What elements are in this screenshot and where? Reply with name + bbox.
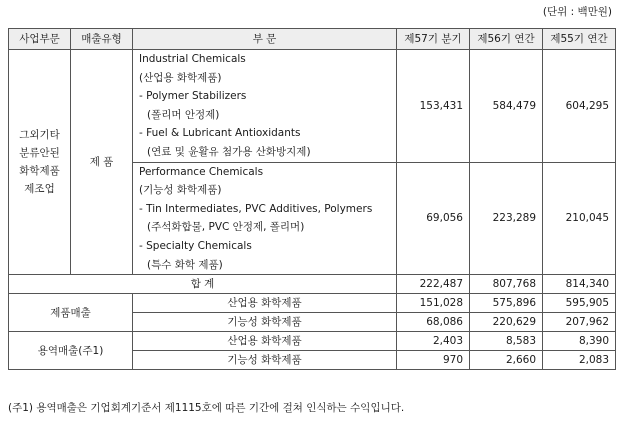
value-cell: 223,289: [470, 162, 543, 275]
value-cell: 814,340: [543, 275, 616, 294]
footnote: (주1) 용역매출은 기업회계기준서 제1115호에 따른 기간에 걸쳐 인식하는 수익입니다.: [8, 402, 405, 414]
unit-label: (단위 : 백만원): [542, 6, 612, 18]
value-cell: 222,487: [397, 275, 470, 294]
service-sales-label: 용역매출(주1): [9, 332, 133, 370]
value-cell: 151,028: [397, 294, 470, 313]
value-cell: 2,403: [397, 332, 470, 351]
header-row: [9, 29, 616, 50]
product-sales-label: 제품매출: [9, 294, 133, 332]
header-q57: 제57기 분기: [397, 29, 470, 50]
value-cell: 8,583: [470, 332, 543, 351]
value-cell: 807,768: [470, 275, 543, 294]
row-name: 기능성 화학제품: [133, 313, 397, 332]
row-name: 산업용 화학제품: [133, 294, 397, 313]
table-row: [9, 332, 616, 351]
value-cell: 970: [397, 351, 470, 370]
row-name: 산업용 화학제품: [133, 332, 397, 351]
value-cell: 210,045: [543, 162, 616, 275]
product-desc-industrial: Industrial Chemicals (산업용 화학제품) - Polymer Stabilizers (폴리머 안정제) - Fuel & Lubricant Antioxidants (연료 및 윤활유 첨가용 산화방지제): [133, 50, 397, 163]
value-cell: 595,905: [543, 294, 616, 313]
header-segment: 사업부문: [9, 29, 71, 50]
header-sales-type: 매출유형: [71, 29, 133, 50]
row-name: 기능성 화학제품: [133, 351, 397, 370]
value-cell: 220,629: [470, 313, 543, 332]
value-cell: 2,083: [543, 351, 616, 370]
value-cell: 68,086: [397, 313, 470, 332]
sales-type-cell: 제 품: [71, 50, 133, 275]
table-row: [9, 50, 616, 163]
value-cell: 575,896: [470, 294, 543, 313]
value-cell: 604,295: [543, 50, 616, 163]
total-row: [9, 275, 616, 294]
segment-cell: 그외기타 분류안된 화학제품 제조업: [9, 50, 71, 275]
header-y56: 제56기 연간: [470, 29, 543, 50]
value-cell: 584,479: [470, 50, 543, 163]
header-division: 부 문: [133, 29, 397, 50]
value-cell: 2,660: [470, 351, 543, 370]
total-label: 합 계: [9, 275, 397, 294]
table-row: [9, 294, 616, 313]
value-cell: 153,431: [397, 50, 470, 163]
value-cell: 8,390: [543, 332, 616, 351]
product-desc-performance: Performance Chemicals (기능성 화학제품) - Tin Intermediates, PVC Additives, Polymers (주석화합물, PVC 안정제, 폴리머) - Specialty Chemicals (특수 화학 제품): [133, 162, 397, 275]
header-y55: 제55기 연간: [543, 29, 616, 50]
value-cell: 69,056: [397, 162, 470, 275]
sales-table: [8, 28, 616, 370]
value-cell: 207,962: [543, 313, 616, 332]
